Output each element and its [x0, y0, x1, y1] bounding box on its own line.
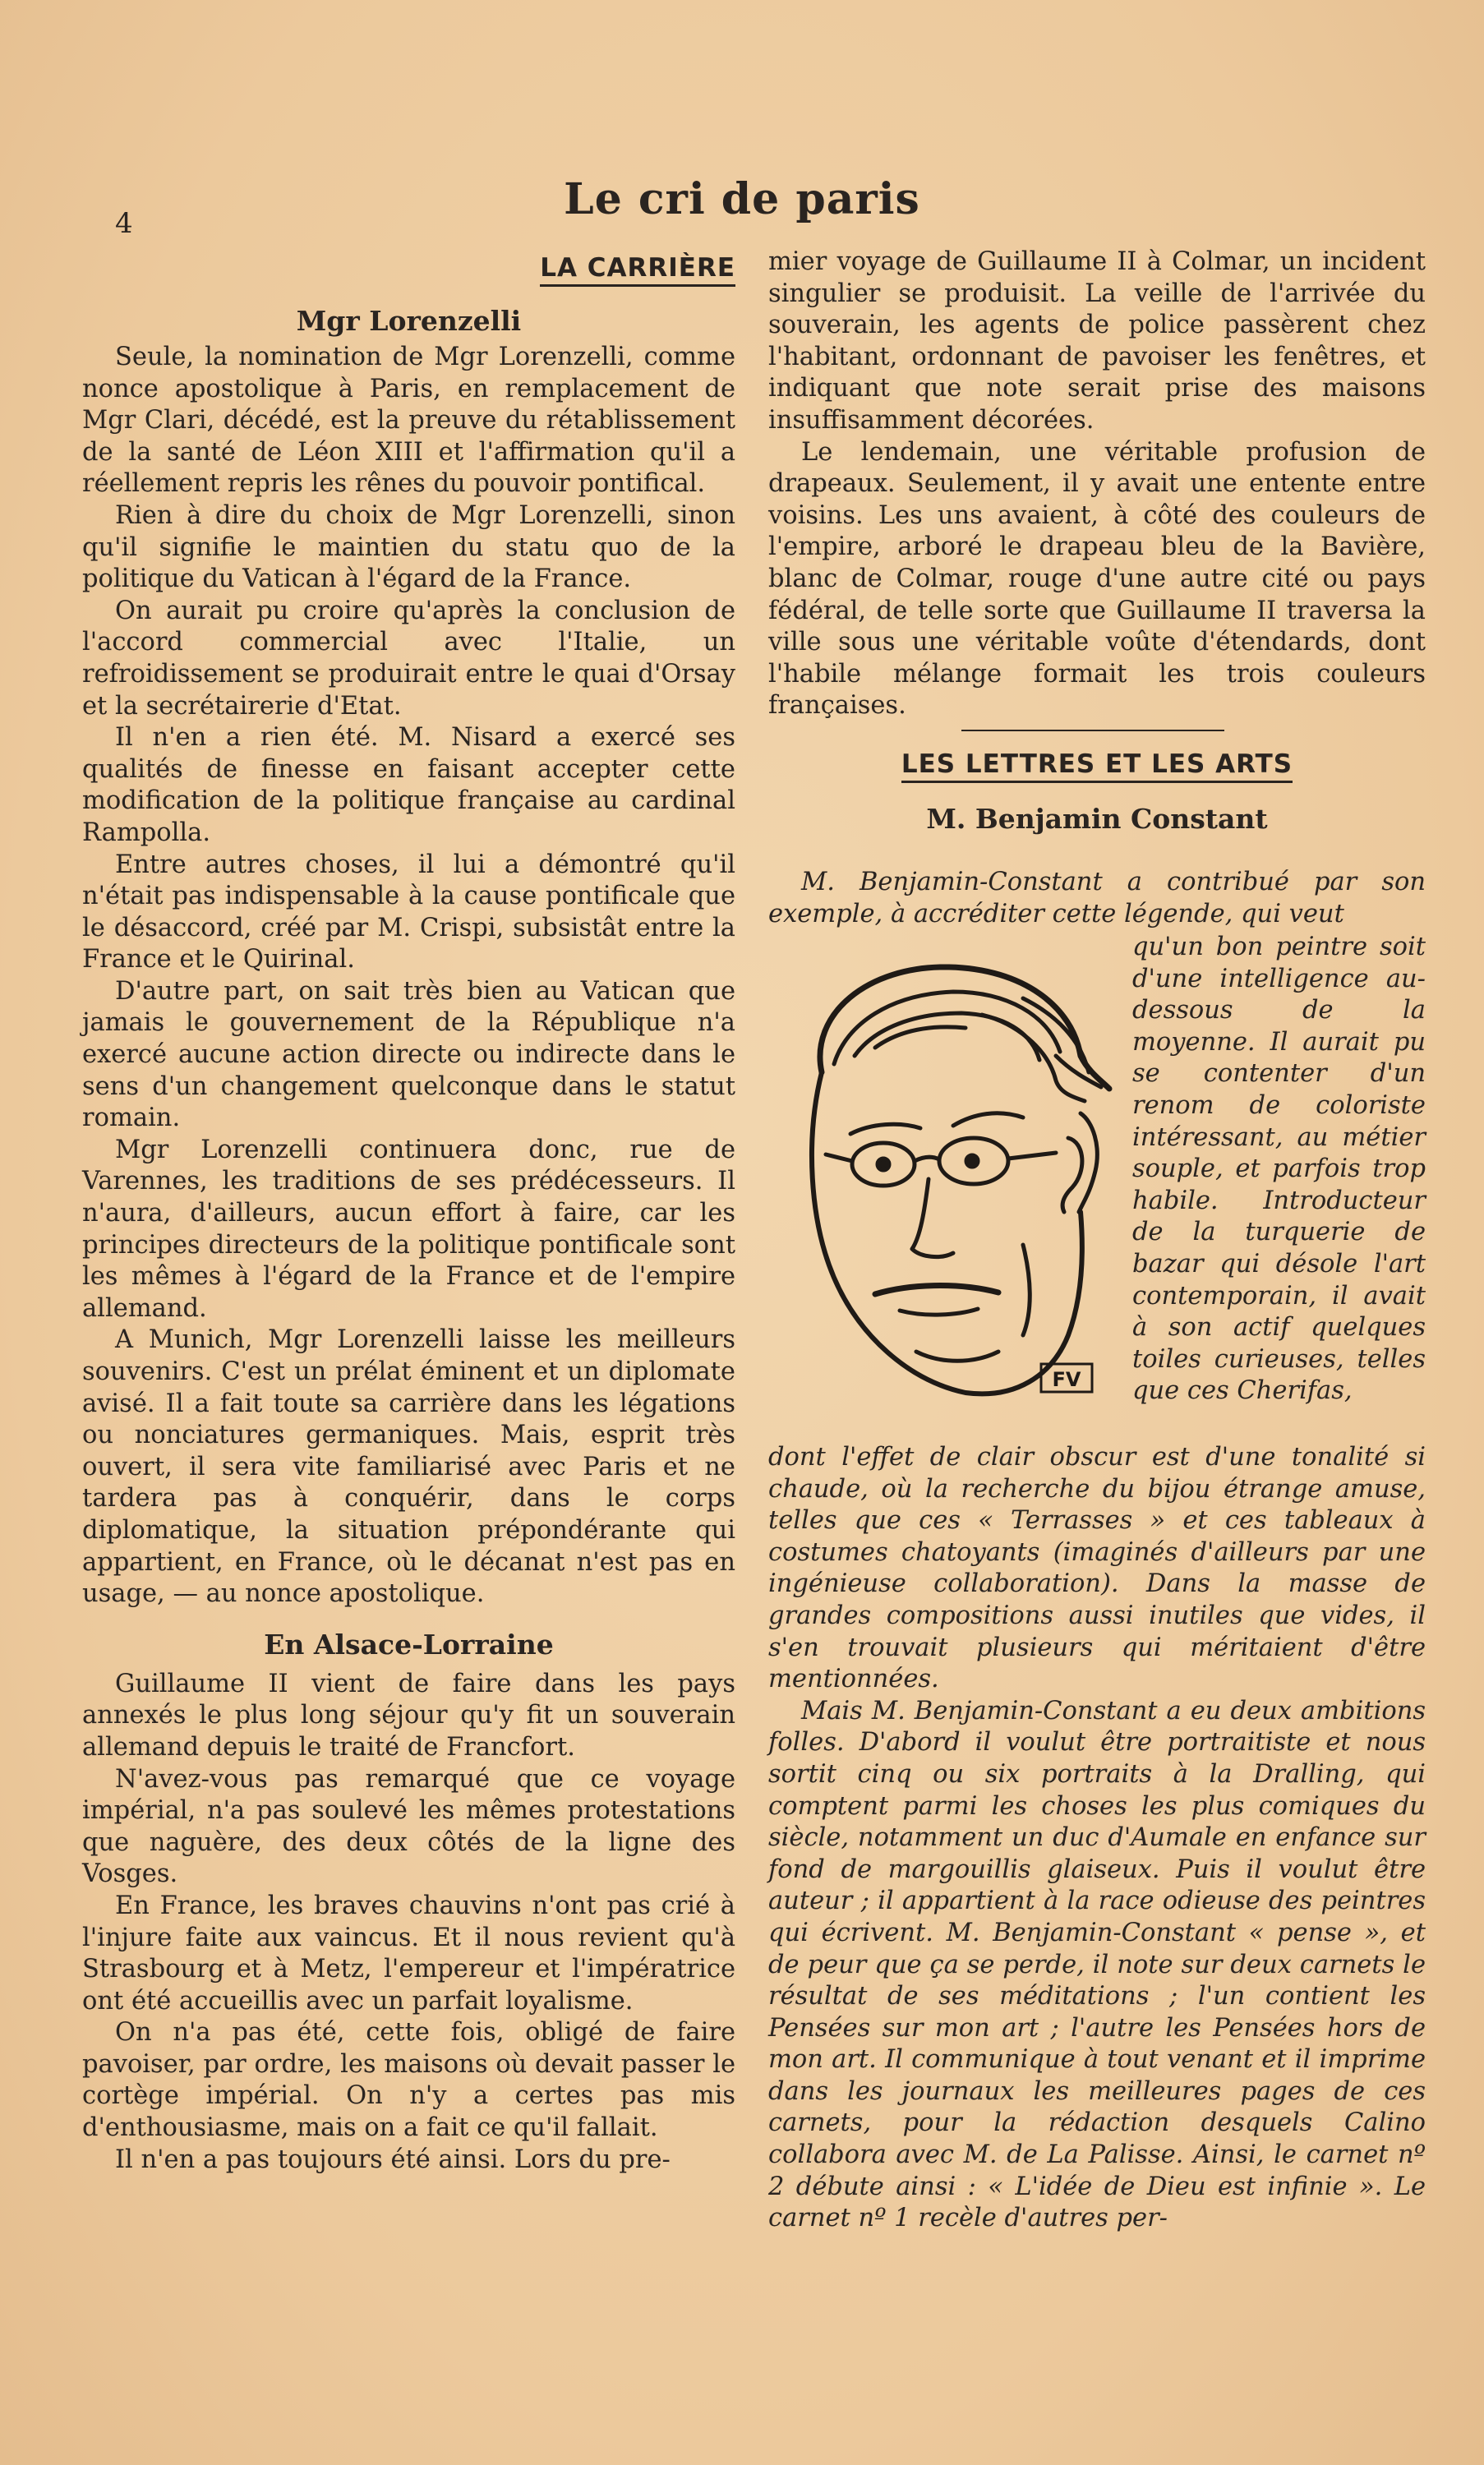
article-title-benjamin-constant: M. Benjamin Constant [926, 803, 1268, 835]
page-number: 4 [115, 207, 133, 240]
article-paragraph: Il n'en a rien été. M. Nisard a exercé ses qualités de finesse en faisant accepter cette modification de la politique française au cardinal Rampolla. [82, 723, 735, 847]
article-paragraph: On n'a pas été, cette fois, obligé de faire pavoiser, par ordre, les maisons où devait passer le cortège impérial. On n'y a certes pas mis d'enthousiasme, mais on a fait ce qu'il fallait. [82, 2018, 735, 2143]
article-title-lorenzelli: Mgr Lorenzelli [296, 305, 522, 337]
portrait-signature: FV [1052, 1368, 1081, 1391]
article-paragraph: En France, les braves chauvins n'ont pas crié à l'injure faite aux vaincus. Et il nous revient qu'à Strasbourg et à Metz, l'empereur et l'impératrice ont été accueillis avec un parfait loyalisme. [82, 1891, 735, 2016]
article-intro-block [768, 867, 1426, 930]
masthead-title: Le cri de paris [564, 174, 920, 224]
article-paragraph: Rien à dire du choix de Mgr Lorenzelli, sinon qu'il signifie le maintien du statu quo de la politique du Vatican à l'égard de la France. [82, 500, 735, 594]
article-paragraph: M. Benjamin-Constant a contribué par son exemple, à accréditer cette légende, qui veut [768, 868, 1426, 928]
article-paragraph: D'autre part, on sait très bien au Vatican que jamais le gouvernement de la République n'a exercé aucune action directe ou indirecte dans le sens d'un changement quelconque dans le statut romain. [82, 976, 735, 1133]
article-paragraph: N'avez-vous pas remarqué que ce voyage impérial, n'a pas soulevé les mêmes protestations que naguère, des deux côtés de la ligne des Vosges. [82, 1764, 735, 1889]
article-paragraph: Le lendemain, une véritable profusion de drapeaux. Seulement, il y avait une entente entre voisins. Les uns avaient, à côté des couleurs de l'empire, arboré le drapeau bleu de la Bavière, blanc de Colmar, rouge d'une autre cité ou pays fédéral, de telle sorte que Guillaume II traversa la ville sous une véritable voûte d'étendards, dont l'habile mélange formait les trois couleurs françaises. [768, 437, 1426, 721]
article-paragraph: dont l'effet de clair obscur est d'une tonalité si chaude, où la recherche du bijou étrange amuse, telles que ces « Terrasses » et ces tableaux à costumes chatoyants (imaginés d'ailleurs par une ingénieuse collaboration). Dans la masse de grandes compositions aussi inutiles que vides, il s'en trouvait plusieurs qui méritaient d'être mentionnées. [768, 1443, 1426, 1694]
section-header-la-carriere: LA CARRIÈRE [540, 253, 735, 287]
right-column-top [768, 246, 1426, 722]
article-paragraph: qu'un bon peintre soit d'une intelligence au-dessous de la moyenne. Il aurait pu se contenter d'un renom de coloriste intéressant, au métier souple, et parfois trop habile. Introducteur de la turquerie de bazar qui désole l'art contemporain, il avait à son actif quelques toiles curieuses, telles que ces Cherifas, [1132, 933, 1426, 1406]
article-paragraph: Seule, la nomination de Mgr Lorenzelli, comme nonce apostolique à Paris, en remplacement de Mgr Clari, décédé, est la preuve du rétablissement de la santé de Léon XIII et l'affirmation qu'il a réellement repris les rênes du pouvoir pontifical. [82, 343, 735, 499]
wrap-text-block [1132, 932, 1426, 1408]
article-paragraph: mier voyage de Guillaume II à Colmar, un incident singulier se produisit. La veille de l'arrivée du souverain, les agents de police passèrent chez l'habitant, ordonnant de pavoiser les fenêtres, et indiquant que note serait prise des maisons insuffisamment décorées. [768, 247, 1426, 435]
article-paragraph: Entre autres choses, il lui a démontré qu'il n'était pas indispensable à la cause pontificale que le désaccord, créé par M. Crispi, subsistât entre la France et le Quirinal. [82, 850, 735, 974]
column-separator [961, 730, 1224, 731]
article-title-alsace-lorraine: En Alsace-Lorraine [264, 1628, 554, 1661]
article-paragraph: Mgr Lorenzelli continuera donc, rue de Varennes, les traditions de ses prédécesseurs. Il n'aura, d'ailleurs, aucun effort à faire, car les principes directeurs de la politique pontificale sont les mêmes à l'égard de la France et de l'empire allemand. [82, 1135, 735, 1323]
article-paragraph: Mais M. Benjamin-Constant a eu deux ambitions folles. D'abord il voulut être portraitiste et nous sortit cinq ou six portraits à la Dralling, qui comptent parmi les choses les plus comiques du siècle, notamment un duc d'Aumale en enfance sur fond de margouillis glaiseux. Puis il voulut être auteur ; il appartient à la race odieuse des peintres qui écrivent. M. Benjamin-Constant « pense », et de peur que ça se perde, il note sur deux carnets le résultat de ses méditations ; l'un contient les Pensées sur mon art ; l'autre les Pensées hors de mon art. Il communique à tout venant et il imprime dans les journaux les meilleures pages de ces carnets, pour la rédaction desquels Calino collabora avec M. de La Palisse. Ainsi, le carnet nº 2 débute ainsi : « L'idée de Dieu est infinie ». Le carnet nº 1 recèle d'autres per- [768, 1696, 1426, 2233]
section-header-lettres-arts: LES LETTRES ET LES ARTS [901, 749, 1293, 783]
article-paragraph: Guillaume II vient de faire dans les pays annexés le plus long séjour qu'y fit un souverain allemand depuis le traité de Francfort. [82, 1669, 735, 1762]
article-paragraph: Il n'en a pas toujours été ainsi. Lors du pre- [115, 2145, 671, 2174]
article-paragraph: A Munich, Mgr Lorenzelli laisse les meilleurs souvenirs. C'est un prélat éminent et un diplomate avisé. Il a fait toute sa carrière dans les légations ou nonciatures germaniques. Mais, esprit très ouvert, il sera vite familiarisé avec Paris et ne tardera pas à conquérir, dans le corps diplomatique, la situation prépondérante qui appartient, en France, où le décanat n'est pas en usage, — au nonce apostolique. [82, 1325, 735, 1609]
section-lettres-arts [768, 749, 1426, 835]
left-column [82, 253, 735, 2176]
portrait-illustration [777, 949, 1138, 1426]
article-paragraph: On aurait pu croire qu'après la conclusion de l'accord commercial avec l'Italie, un refroidissement se produirait entre le quai d'Orsay et la secrétairerie d'Etat. [82, 596, 735, 721]
right-column-bottom [768, 1442, 1426, 2235]
